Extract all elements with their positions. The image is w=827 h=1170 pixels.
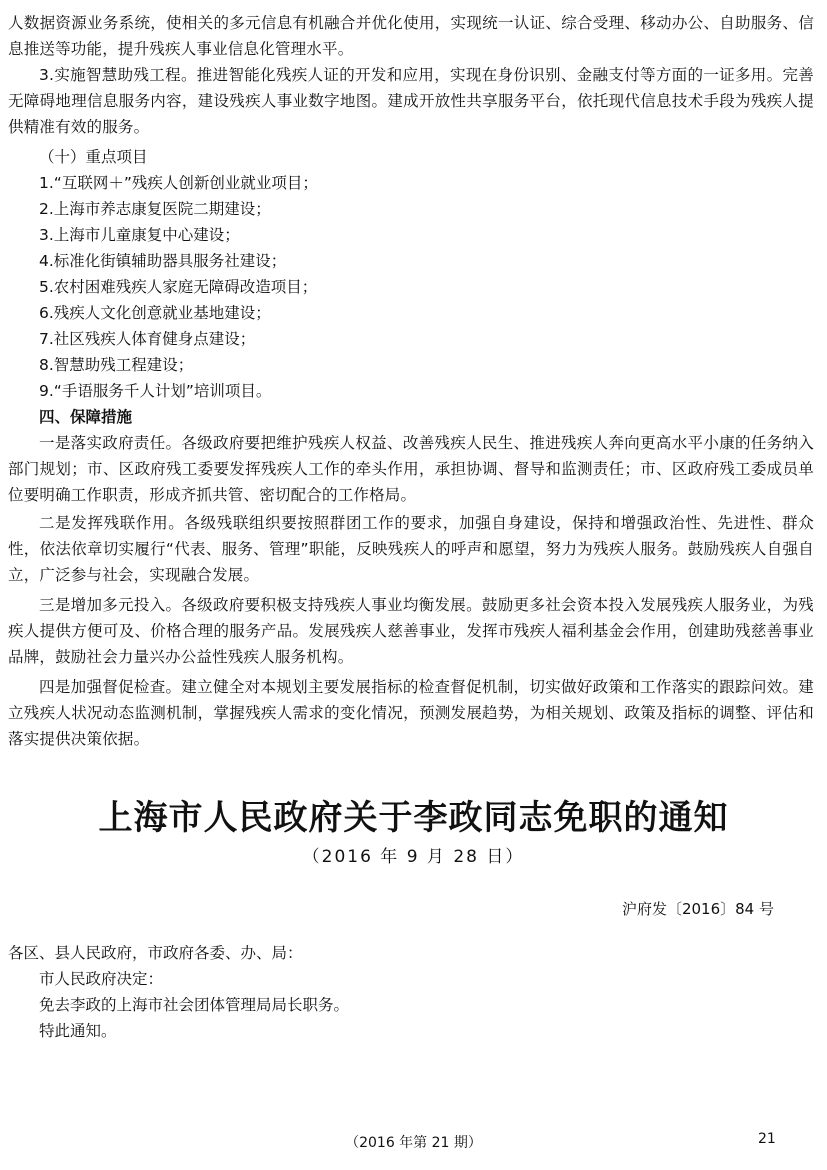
safeguards-heading: 四、保障措施: [39, 408, 133, 426]
issue-footer: （2016 年第 21 期）: [345, 1135, 482, 1151]
project-item: 8.智慧助残工程建设；: [39, 356, 194, 374]
document-number: 沪府发〔2016〕84 号: [621, 900, 774, 918]
notice-date: （2016 年 9 月 28 日）: [302, 847, 525, 867]
project-item: 1.“互联网＋”残疾人创新创业就业项目；: [39, 174, 318, 192]
notice-line: 特此通知。: [39, 1022, 117, 1040]
notice-title: 上海市人民政府关于李政同志免职的通知: [98, 798, 729, 838]
project-item: 5.农村困难残疾人家庭无障碍改造项目；: [39, 278, 318, 296]
smart-assistance-paragraph: 3.实施智慧助残工程。推进智能化残疾人证的开发和应用，实现在身份识别、金融支付等方面的一证多用。完善无障碍地理信息服务内容，建设残疾人事业数字地图。建成开放性共享服务平台，依托现代信息技术手段为残疾人提供精准有效的服务。: [8, 66, 814, 136]
safeguard-paragraph: 二是发挥残联作用。各级残联组织要按照群团工作的要求，加强自身建设，保持和增强政治性、先进性、群众性，依法依章切实履行“代表、服务、管理”职能，反映残疾人的呼声和愿望，努力为残疾人服务。鼓励残疾人自强自立，广泛参与社会，实现融合发展。: [8, 514, 814, 584]
project-item: 7.社区残疾人体育健身点建设；: [39, 330, 256, 348]
project-item: 2.上海市养志康复医院二期建设；: [39, 200, 271, 218]
project-item: 6.残疾人文化创意就业基地建设；: [39, 304, 271, 322]
notice-addressee: 各区、县人民政府，市政府各委、办、局：: [8, 944, 303, 962]
project-item: 3.上海市儿童康复中心建设；: [39, 226, 240, 244]
safeguard-paragraph: 四是加强督促检查。建立健全对本规划主要发展指标的检查督促机制，切实做好政策和工作落实的跟踪问效。建立残疾人状况动态监测机制，掌握残疾人需求的变化情况，预测发展趋势，为相关规划、政策及指标的调整、评估和落实提供决策依据。: [8, 678, 814, 748]
safeguard-paragraph: 三是增加多元投入。各级政府要积极支持残疾人事业均衡发展。鼓励更多社会资本投入发展残疾人服务业，为残疾人提供方便可及、价格合理的服务产品。发展残疾人慈善事业，发挥市残疾人福利基金会作用，创建助残慈善事业品牌，鼓励社会力量兴办公益性残疾人服务机构。: [8, 596, 814, 666]
continuation-paragraph: 人数据资源业务系统，使相关的多元信息有机融合并优化使用，实现统一认证、综合受理、移动办公、自助服务、信息推送等功能，提升残疾人事业信息化管理水平。: [8, 14, 814, 58]
project-item: 4.标准化街镇辅助器具服务社建设；: [39, 252, 287, 270]
project-item: 9.“手语服务千人计划”培训项目。: [39, 382, 272, 400]
notice-line: 免去李政的上海市社会团体管理局局长职务。: [39, 996, 350, 1014]
safeguard-paragraph: 一是落实政府责任。各级政府要把维护残疾人权益、改善残疾人民生、推进残疾人奔向更高水平小康的任务纳入部门规划；市、区政府残工委要发挥残疾人工作的牵头作用，承担协调、督导和监测责任；市、区政府残工委成员单位要明确工作职责，形成齐抓共管、密切配合的工作格局。: [8, 434, 814, 504]
page-number: 21: [758, 1131, 776, 1147]
key-projects-heading: （十）重点项目: [39, 148, 148, 166]
notice-line: 市人民政府决定：: [39, 970, 164, 988]
